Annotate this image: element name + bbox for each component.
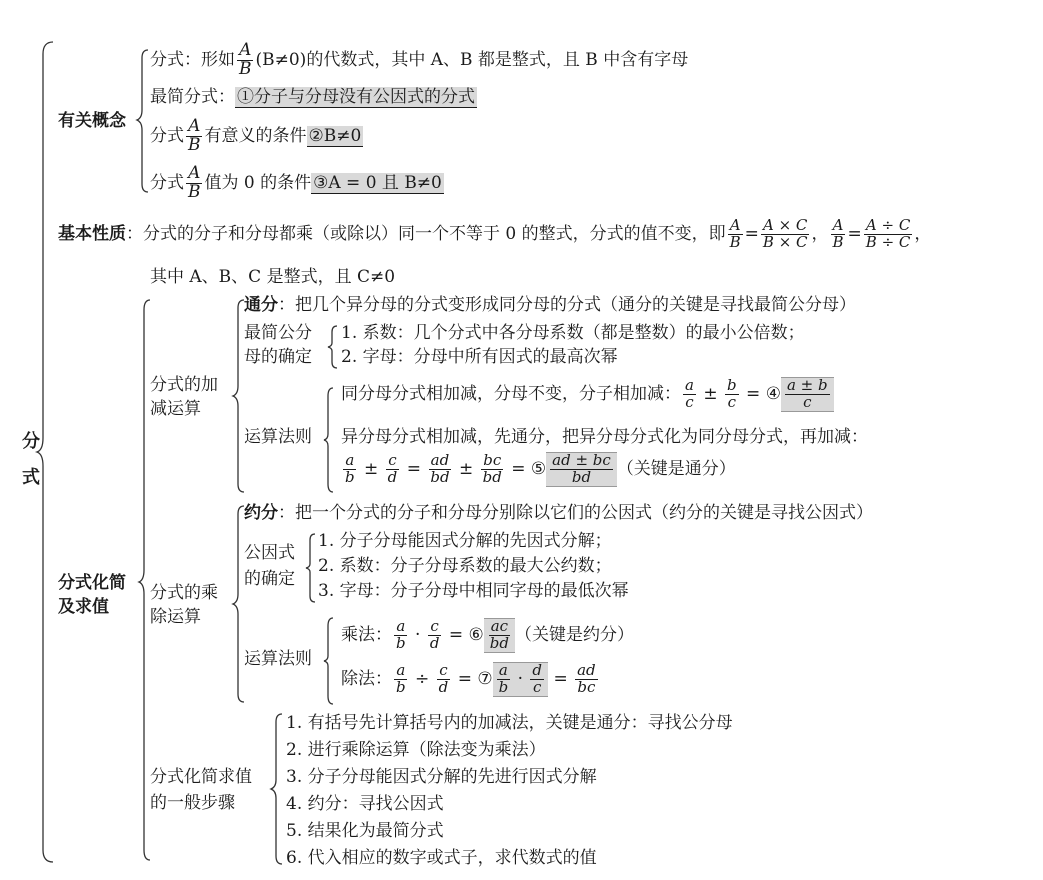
property-frac4-den: B ÷ C: [865, 232, 911, 251]
diff-answer-den: bd: [571, 467, 592, 486]
property-frac1-num: A: [729, 216, 741, 234]
diff-frac3-den: bd: [430, 467, 450, 486]
root-label: 分式: [22, 431, 40, 488]
div-answer-frac1-den: b: [498, 677, 509, 696]
simplest-prefix: 最简分式：: [150, 87, 235, 107]
mul-text: 乘法：: [341, 624, 392, 645]
div-answer-frac2-num: d: [532, 661, 543, 679]
definition-denominator: B: [239, 58, 252, 79]
diff-op2: ±: [458, 458, 474, 479]
property-frac4-num: A ÷ C: [865, 216, 911, 234]
property-eq2: =: [847, 223, 862, 244]
same-answer-num: a ± b: [786, 376, 828, 394]
property-frac2-den: B × C: [762, 232, 808, 251]
same-answer-mark: ④: [765, 383, 781, 404]
add-rule-label: 运算法则: [244, 427, 312, 447]
div-text: 除法：: [341, 668, 392, 689]
diff-frac3-num: ad: [430, 451, 450, 469]
definition-condition: (B≠0): [255, 49, 307, 70]
diff-denominator-formula: [341, 452, 736, 487]
div-answer-op: ·: [517, 668, 524, 689]
concepts-title: 有关概念: [58, 111, 126, 131]
steps-label-2: 的一般步骤: [150, 793, 235, 813]
mul-frac2-num: c: [430, 617, 439, 635]
step-item: 4. 约分：寻找公因式: [286, 794, 444, 814]
mul-answer-den: bd: [489, 633, 509, 652]
add-label-1: 分式的加: [150, 375, 218, 395]
mul-answer-num: ac: [490, 617, 509, 635]
meaningful-denominator: B: [188, 134, 201, 155]
gcf-label-1: 公因式: [244, 543, 295, 563]
same-answer-den: c: [803, 392, 812, 411]
div-eq2: =: [553, 668, 568, 689]
div-frac2-den: d: [438, 677, 449, 696]
lcd-item-1: 1. 系数：几个分式中各分母系数（都是整数）的最小公倍数；: [341, 323, 805, 343]
step-item: 2. 进行乘除运算（除法变为乘法）: [286, 740, 546, 760]
zero-suffix: 值为 0 的条件: [204, 172, 312, 193]
add-rule-brace: [323, 386, 335, 494]
definition-suffix: 的代数式，其中 A、B 都是整式，且 B 中含有字母: [306, 49, 689, 70]
mul-label-1: 分式的乘: [150, 583, 218, 603]
meaningful-numerator: A: [188, 116, 201, 136]
tongfen-text: ：把几个异分母的分式变形成同分母的分式（通分的关键是寻找最简公分母）: [278, 295, 856, 315]
mul-frac2-den: d: [429, 633, 440, 652]
diff-eq1: =: [406, 458, 421, 479]
same-frac1-den: c: [685, 392, 694, 411]
same-op: ±: [703, 383, 718, 404]
property-end: ，: [914, 223, 932, 244]
diff-frac2-den: d: [387, 467, 398, 486]
property-eq1: =: [744, 223, 759, 244]
property-line2: 其中 A、B、C 是整式，且 C≠0: [150, 267, 396, 287]
lcd-label-1: 最简公分: [244, 323, 312, 343]
tongfen-head: 通分: [244, 295, 278, 315]
div-answer-mark: ⑦: [477, 668, 493, 689]
div-result-den: bc: [577, 677, 596, 696]
div-op: ÷: [415, 668, 430, 689]
zero-numerator: A: [188, 163, 201, 183]
concept-definition: [150, 42, 688, 79]
same-frac2-num: b: [727, 376, 737, 394]
div-frac1-num: a: [396, 661, 406, 679]
mul-frac1-num: a: [396, 617, 406, 635]
division-rule: [341, 662, 600, 697]
multiplication-rule: [341, 618, 634, 653]
same-denominator-rule: [341, 377, 834, 412]
zero-answer: ③A = 0 且 B≠0: [313, 172, 442, 193]
add-label-2: 减运算: [150, 399, 201, 419]
step-item: 3. 分子分母能因式分解的先进行因式分解: [286, 767, 597, 787]
concept-zero: [150, 165, 444, 202]
definition-prefix: 分式：形如: [150, 49, 235, 70]
simplest-answer: ①分子与分母没有公因式的分式: [237, 87, 475, 107]
same-eq: =: [746, 383, 761, 404]
diff-denominator-rule: 异分母分式相加减，先通分，把异分母分式化为同分母分式，再加减：: [341, 427, 868, 447]
basic-property: [58, 218, 931, 251]
property-frac3-num: A: [832, 216, 844, 234]
div-result-num: ad: [577, 661, 596, 679]
property-text: ：分式的分子和分母都乘（或除以）同一个不等于 0 的整式，分式的值不变，即: [126, 223, 726, 244]
gcf-brace: [305, 532, 317, 604]
mul-rule-brace: [323, 616, 335, 706]
diff-frac1-num: a: [345, 451, 355, 469]
gcf-item-2: 2. 系数：分子分母系数的最大公约数；: [318, 556, 612, 576]
concepts-brace: [136, 48, 150, 194]
diff-eq2: =: [511, 458, 526, 479]
diff-frac2-num: c: [388, 451, 397, 469]
simplify-title-2: 及求值: [58, 597, 109, 617]
steps-brace: [270, 712, 284, 866]
simplify-title-1: 分式化简: [58, 573, 126, 593]
property-title: 基本性质: [58, 223, 126, 244]
step-item: 1. 有括号先计算括号内的加减法，关键是通分：寻找公分母: [286, 713, 733, 733]
diff-answer-mark: ⑤: [530, 458, 547, 479]
steps-label-1: 分式化简求值: [150, 767, 252, 787]
mul-eq: =: [448, 624, 464, 645]
same-frac2-den: c: [727, 392, 737, 411]
definition-numerator: A: [239, 40, 252, 60]
mul-label-2: 除运算: [150, 607, 201, 627]
zero-denominator: B: [188, 181, 201, 202]
property-frac3-den: B: [832, 232, 844, 251]
mul-rule-label: 运算法则: [244, 649, 312, 669]
step-item: 6. 代入相应的数字或式子，求代数式的值: [286, 848, 597, 868]
div-frac2-num: c: [439, 661, 448, 679]
div-eq: =: [457, 668, 472, 689]
step-item: 5. 结果化为最简分式: [286, 821, 444, 841]
same-text: 同分母分式相加减，分母不变，分子相加减：: [341, 383, 681, 404]
gcf-item-3: 3. 字母：分子分母中相同字母的最低次幂: [318, 581, 629, 601]
diff-answer-num: ad ± bc: [552, 451, 611, 469]
mul-note: （关键是约分）: [514, 624, 634, 645]
diff-frac1-den: b: [345, 467, 355, 486]
mul-brace: [232, 504, 246, 704]
meaningful-prefix: 分式: [150, 125, 184, 146]
diff-frac4-num: bc: [483, 451, 502, 469]
lcd-brace: [327, 324, 339, 370]
zero-prefix: 分式: [150, 172, 184, 193]
mul-frac1-den: b: [396, 633, 406, 652]
yuefen-text: ：把一个分式的分子和分母分别除以它们的公因式（约分的关键是寻找公因式）: [278, 503, 873, 523]
tongfen-line: [244, 296, 856, 315]
yuefen-line: [244, 504, 873, 523]
mul-op: ·: [415, 624, 421, 645]
property-frac1-den: B: [729, 232, 741, 251]
property-sep: ，: [811, 223, 829, 244]
gcf-item-1: 1. 分子分母能因式分解的先因式分解；: [318, 531, 612, 551]
div-answer-frac1-num: a: [498, 661, 508, 679]
lcd-item-2: 2. 字母：分母中所有因式的最高次幂: [341, 347, 618, 367]
yuefen-head: 约分: [244, 503, 278, 523]
concept-meaningful: [150, 118, 363, 155]
meaningful-answer: ②B≠0: [308, 125, 362, 146]
div-answer-frac2-den: c: [533, 677, 542, 696]
property-frac2-num: A × C: [763, 216, 808, 234]
diff-op1: ±: [364, 458, 379, 479]
lcd-label-2: 母的确定: [244, 347, 312, 367]
meaningful-suffix: 有意义的条件: [204, 125, 307, 146]
concept-simplest: [150, 88, 477, 107]
diff-note: （关键是通分）: [616, 458, 736, 479]
gcf-label-2: 的确定: [244, 569, 295, 589]
same-frac1-num: a: [685, 376, 694, 394]
mul-answer-mark: ⑥: [468, 624, 484, 645]
div-frac1-den: b: [396, 677, 406, 696]
diff-frac4-den: bd: [482, 467, 502, 486]
